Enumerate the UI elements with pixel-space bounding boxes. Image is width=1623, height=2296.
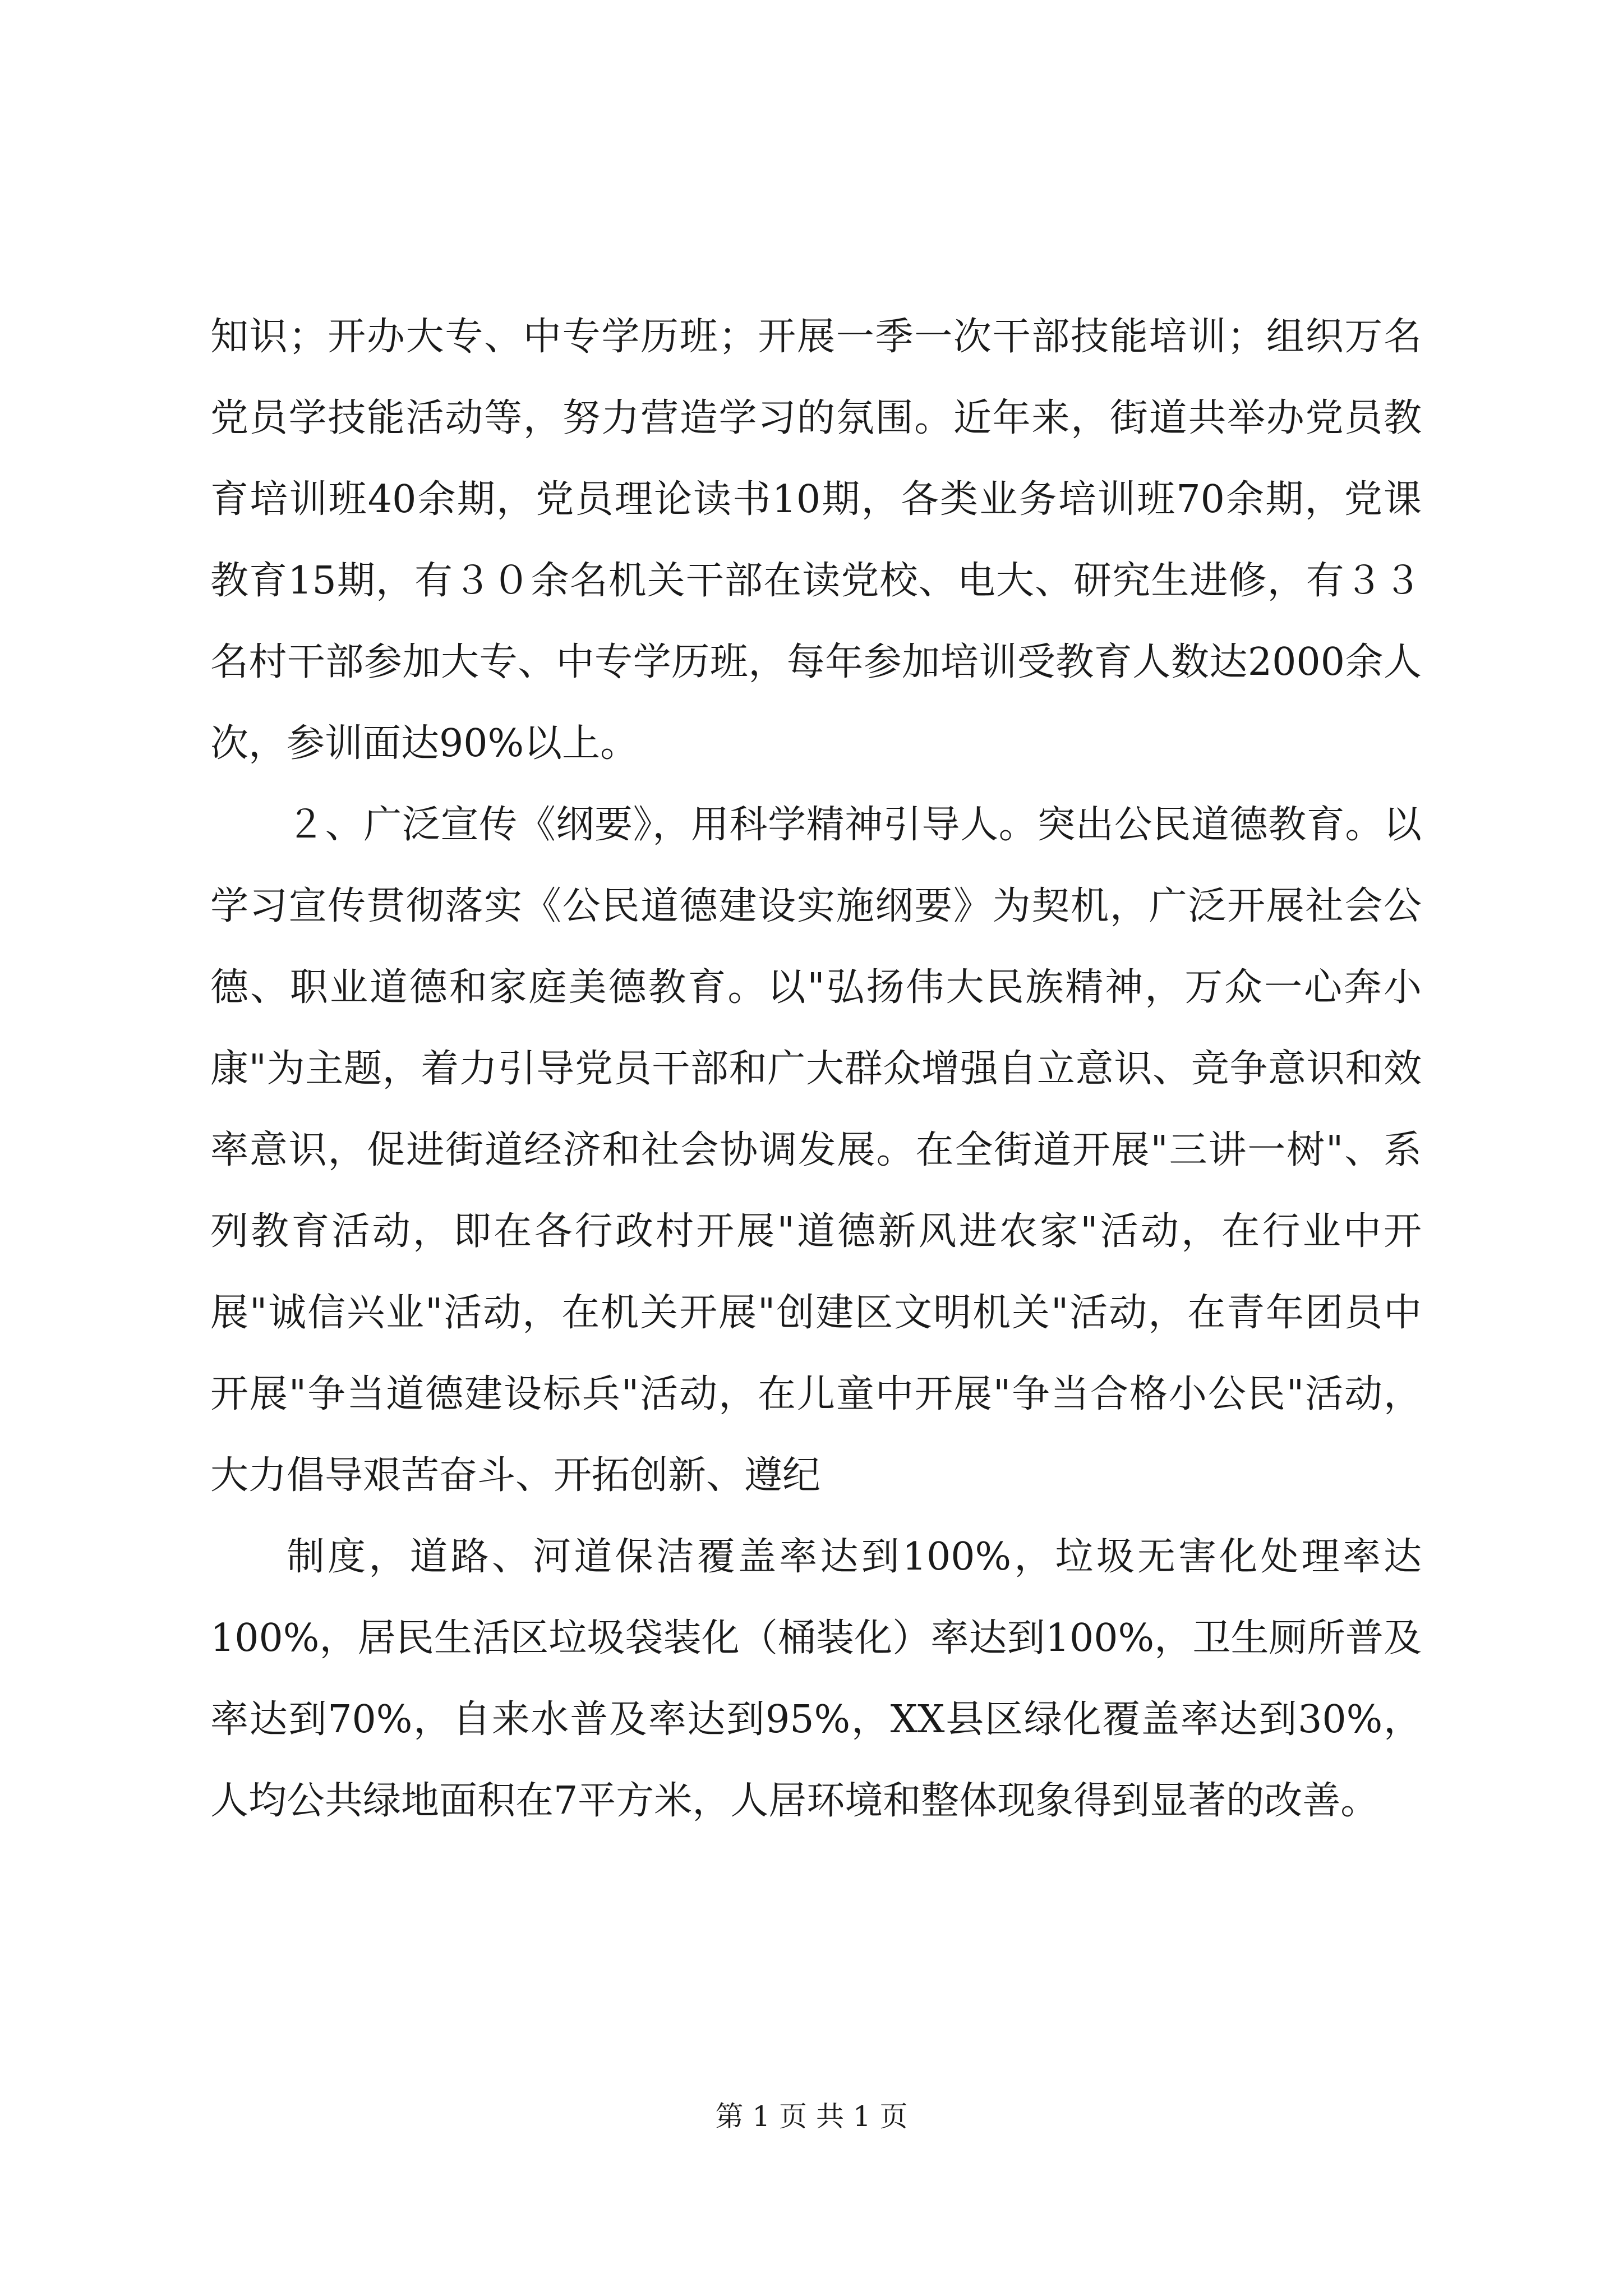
document-body <box>210 296 1422 1842</box>
paragraph-1: 知识；开办大专、中专学历班；开展一季一次干部技能培训；组织万名党员学技能活动等，努力营造学习的氛围。近年来，街道共举办党员教育培训班40余期，党员理论读书10期，各类业务培训班70余期，党课教育15期，有３０余名机关干部在读党校、电大、研究生进修，有３３名村干部参加大专、中专学历班，每年参加培训受教育人数达2000余人次，参训面达90%以上。 <box>210 315 1422 766</box>
paragraph-3: 制度，道路、河道保洁覆盖率达到100%，垃圾无害化处理率达100%，居民生活区垃圾袋装化（桶装化）率达到100%，卫生厕所普及率达到70%，自来水普及率达到95%，XX县区绿化覆盖率达到30%，人均公共绿地面积在7平方米，人居环境和整体现象得到显著的改善。 <box>210 1535 1422 1823</box>
page-number-footer: 第 1 页 共 1 页 <box>715 2100 908 2133</box>
paragraph-2: ２、广泛宣传《纲要》，用科学精神引导人。突出公民道德教育。以学习宣传贯彻落实《公民道德建设实施纲要》为契机，广泛开展社会公德、职业道德和家庭美德教育。以"弘扬伟大民族精神，万众一心奔小康"为主题，着力引导党员干部和广大群众增强自立意识、竞争意识和效率意识，促进街道经济和社会协调发展。在全街道开展"三讲一树"、系列教育活动，即在各行政村开展"道德新风进农家"活动，在行业中开展"诚信兴业"活动，在机关开展"创建区文明机关"活动，在青年团员中开展"争当道德建设标兵"活动，在儿童中开展"争当合格小公民"活动，大力倡导艰苦奋斗、开拓创新、遵纪 <box>210 803 1422 1498</box>
